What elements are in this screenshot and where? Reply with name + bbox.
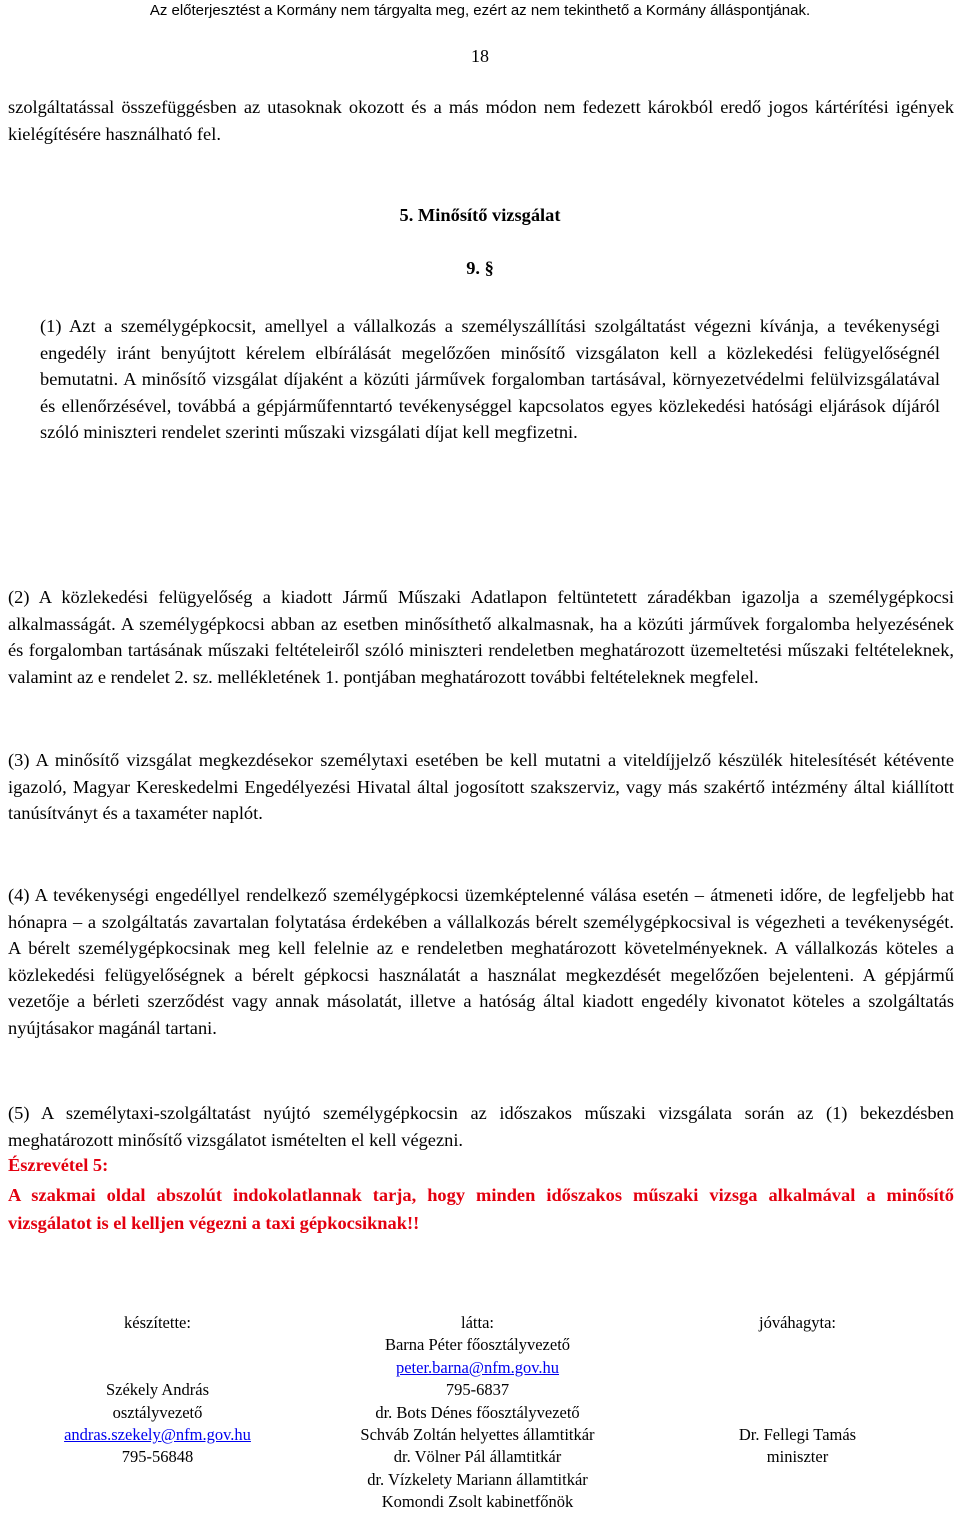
seen-line-5: Schváb Zoltán helyettes államtitkár — [360, 1425, 595, 1445]
approved-name: Dr. Fellegi Tamás — [738, 1424, 857, 1444]
paragraph-3: (3) A minősítő vizsgálat megkezdésekor személytaxi esetében be kell mutatni a viteldíjjelző készülék hitelesítését kétévente igazoló, Magyar Kereskedelmi Engedélyezési Hivatal által jogosított szakszerviz, vagy más szakértő intézmény által kiállított tanúsítványt és a taxaméter naplót. — [8, 750, 954, 824]
remark-text: A szakmai oldal abszolút indokolatlannak tarja, hogy minden időszakos műszaki vizsga alkalmával a minősítő vizsgálatot is el kelljen végezni a taxi gépkocsiknak!! — [8, 1185, 954, 1233]
prepared-label: készítette: — [124, 1313, 191, 1332]
signature-approved — [705, 1312, 890, 1469]
seen-label: látta: — [461, 1313, 494, 1332]
page-number: 18 — [471, 46, 489, 66]
approved-title: miniszter — [766, 1447, 829, 1467]
section-sign: 9. § — [466, 258, 494, 278]
paragraph-2: (2) A közlekedési felügyelőség a kiadott Jármű Műszaki Adatlapon feltüntetett záradékban igazolja a személygépkocsi alkalmasságát. A személygépkocsi abban az esetben minősíthető alkalmasnak, ha a közúti járművek forgalomba helyezésének és forgalomban tartásának műszaki feltételeiről szóló miniszteri rendeletben meghatározott üzemeltetési műszaki feltételeknek, valamint az e rendelet 2. sz. mellékletének 1. pontjában meghatározott további feltételeknek megfelel. — [8, 587, 954, 687]
section-title: 5. Minősítő vizsgálat — [399, 205, 561, 225]
seen-line-4: dr. Bots Dénes főosztályvezető — [375, 1402, 580, 1422]
prepared-name: Székely András — [105, 1380, 210, 1400]
seen-line-8: Komondi Zsolt kabinetfőnök — [381, 1492, 574, 1512]
seen-phone: 795-6837 — [445, 1380, 510, 1400]
seen-email-link[interactable]: peter.barna@nfm.gov.hu — [395, 1357, 560, 1377]
paragraph-5: (5) A személytaxi-szolgáltatást nyújtó személygépkocsin az időszakos műszaki vizsgálata során az (1) bekezdésben meghatározott minősítő vizsgálatot ismételten el kell végezni. — [8, 1103, 954, 1150]
paragraph-4: (4) A tevékenységi engedéllyel rendelkező személygépkocsi üzemképtelenné válása esetén – átmeneti időre, de legfeljebb hat hónapra – a szolgáltatás zavartalan folytatása érdekében a vállalkozás bérelt személygépkocsival is végezheti a tevékenységét. A bérelt személygépkocsinak meg kell felelnie az e rendeletben meghatározott követelményeknek. A vállalkozás köteles a közlekedési felügyelőségnek a bérelt gépkocsi használatát a használat megkezdését megelőzően bejelenteni. A gépjármű vezetője a bérleti szerződést vagy annak másolatát, illetve a hatóság által kiadott engedély kivonatot köteles a szolgáltatás nyújtásakor magánál tartani. — [8, 885, 954, 1038]
prepared-email-link[interactable]: andras.szekely@nfm.gov.hu — [64, 1425, 251, 1444]
intro-paragraph: szolgáltatással összefüggésben az utasoknak okozott és a más módon nem fedezett károkból eredő jogos kártérítési igények kielégítésére használható fel. — [8, 97, 954, 144]
signature-seen — [315, 1312, 640, 1514]
document-header-notice: Az előterjesztést a Kormány nem tárgyalta meg, ezért az nem tekinthető a Kormány álláspontjának. — [149, 2, 811, 19]
prepared-phone: 795-56848 — [121, 1447, 194, 1467]
signature-prepared — [40, 1312, 275, 1469]
prepared-title: osztályvezető — [112, 1402, 203, 1422]
seen-line-7: dr. Vízkelety Mariann államtitkár — [367, 1469, 588, 1489]
paragraph-1: (1) Azt a személygépkocsit, amellyel a vállalkozás a személyszállítási szolgáltatást végezni kívánja, a tevékenységi engedély iránt benyújtott kérelem elbírálását megelőzően minősítő vizsgálaton kell a közlekedési felügyelőségnél bemutatni. A minősítő vizsgálat díjaként a közúti járművek forgalomban tartásával, környezetvédelmi felülvizsgálatával és ellenőrzésével, továbbá a gépjárműfenntartó tevékenységgel kapcsolatos egyes közlekedési hatósági eljárások díjáról szóló miniszteri rendelet szerinti műszaki vizsgálati díjat kell megfizetni. — [40, 316, 940, 443]
seen-line-1: Barna Péter főosztályvezető — [384, 1335, 571, 1355]
approved-label: jóváhagyta: — [759, 1313, 836, 1332]
seen-line-6: dr. Völner Pál államtitkár — [393, 1447, 562, 1467]
remark-title: Észrevétel 5: — [8, 1155, 109, 1175]
